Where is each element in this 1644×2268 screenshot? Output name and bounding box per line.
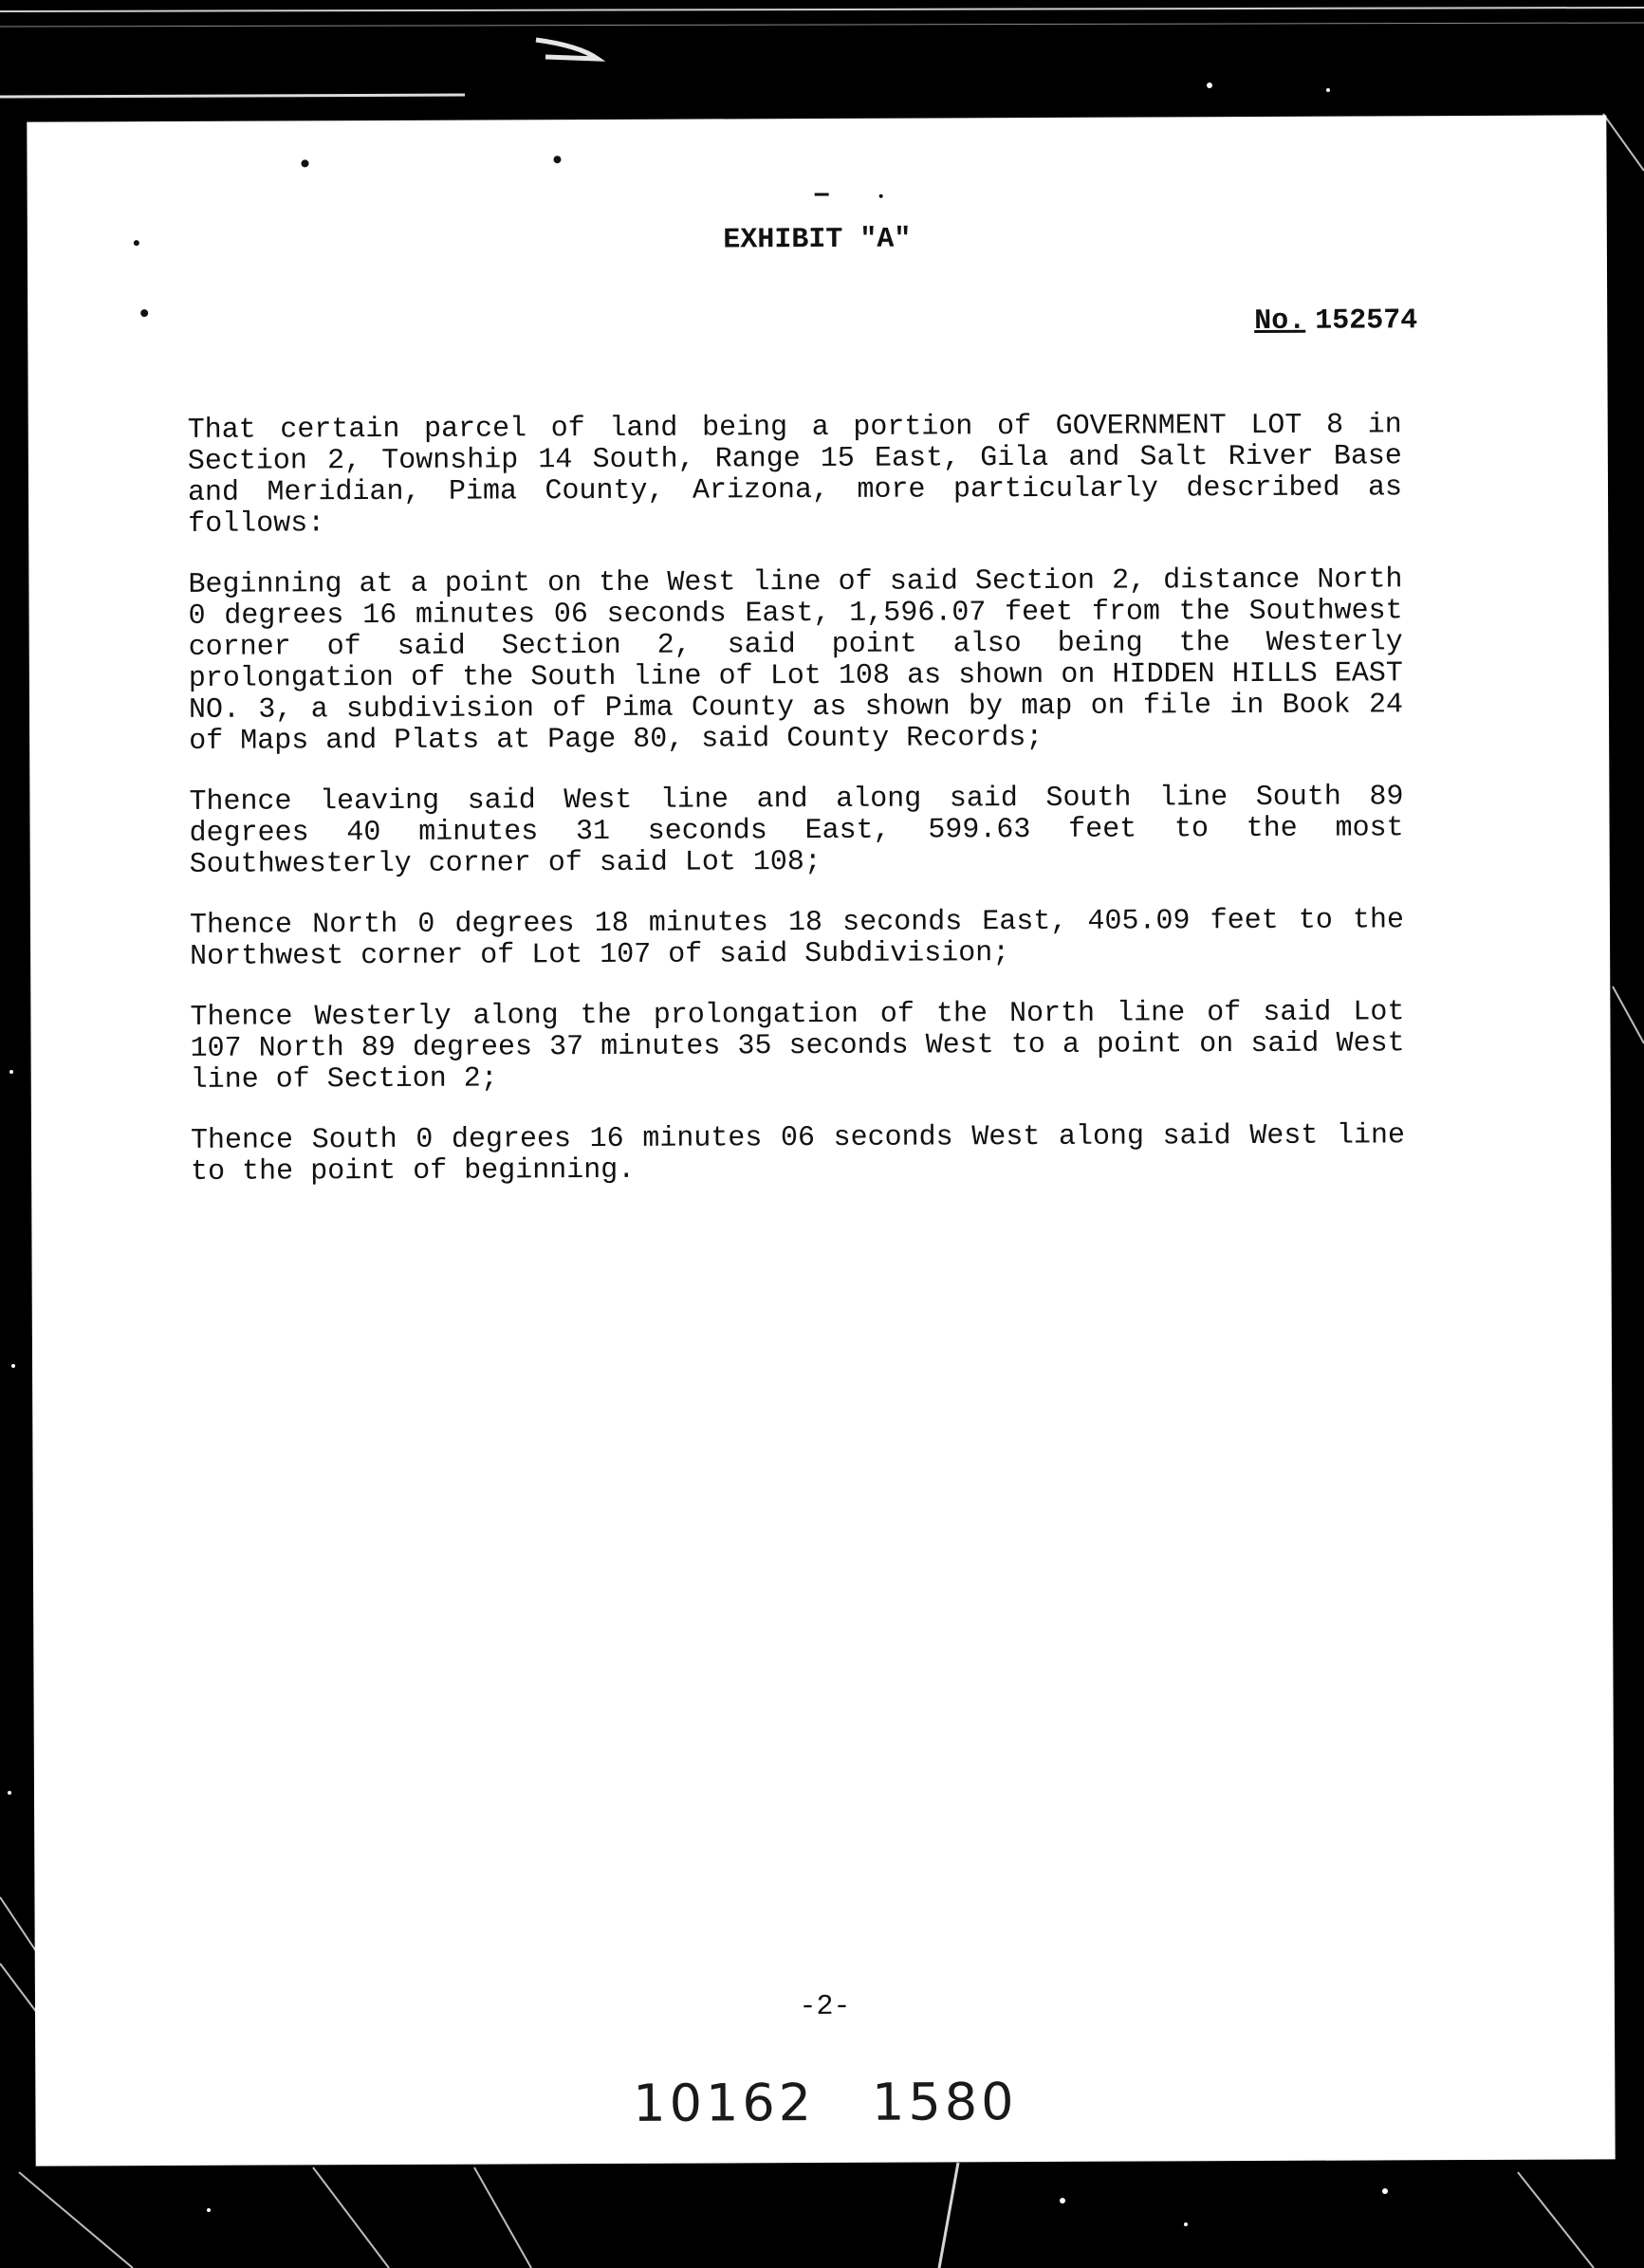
- paragraph-beginning: Beginning at a point on the West line of said Section 2, distance North 0 degrees 16 minutes 06 seconds East, 1,596.07 feet from the Southwest corner of said Section 2, said point also being the Westerly prolongation of the South line of Lot 108 as shown on HIDDEN HILLS EAST NO. 3, a subdivision of Pima County as shown by map on file in Book 24 of Maps and Plats at Page 80, said County Records;: [188, 563, 1404, 758]
- paragraph-course-2: Thence North 0 degrees 18 minutes 18 seconds East, 405.09 feet to the Northwest corner of Lot 107 of said Subdivision;: [189, 904, 1405, 973]
- document-number-label: No.: [1254, 304, 1306, 338]
- paragraph-course-1: Thence leaving said West line and along said South line South 89 degrees 40 minutes 31 seconds East, 599.63 feet to the most Southwesterly corner of said Lot 108;: [189, 781, 1404, 881]
- document-number-value: 152574: [1315, 304, 1418, 338]
- page-number: -2-: [799, 1990, 851, 2024]
- exhibit-title: EXHIBIT "A": [723, 223, 912, 257]
- document-number: [1254, 305, 1417, 338]
- recording-stamp: [35, 2069, 1615, 2135]
- recording-page: 1580: [871, 2072, 1018, 2132]
- paragraph-course-4: Thence South 0 degrees 16 minutes 06 seconds West along said West line to the point of beginning.: [190, 1119, 1406, 1189]
- paragraph-course-3: Thence Westerly along the prolongation of the North line of said Lot 107 North 89 degrees 37 minutes 35 seconds West to a point on said West line of Section 2;: [190, 996, 1405, 1097]
- document-page: [27, 115, 1615, 2166]
- paragraph-parcel: That certain parcel of land being a portion of GOVERNMENT LOT 8 in Section 2, Township 14 South, Range 15 East, Gila and Salt River Base and Meridian, Pima County, Arizona, more particularly described as follows:: [187, 409, 1403, 541]
- legal-description: [188, 410, 1406, 1218]
- recording-docket: 10162: [633, 2073, 816, 2133]
